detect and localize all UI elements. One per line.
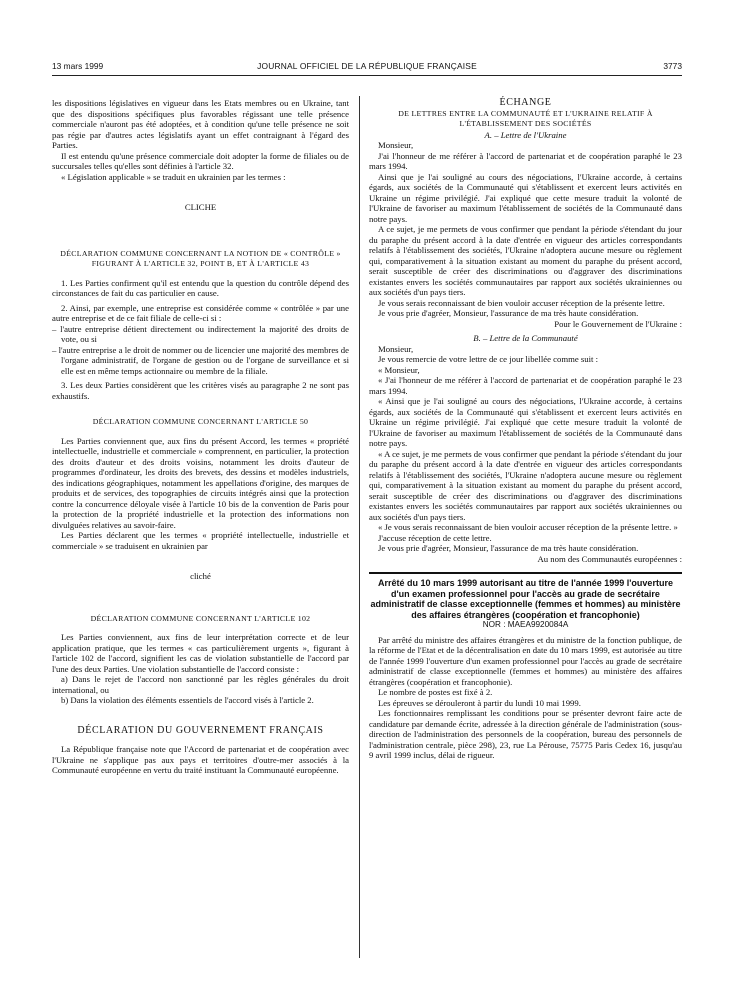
section-subtitle: DE LETTRES ENTRE LA COMMUNAUTÉ ET L'UKRAINE RELATIF À L'ÉTABLISSEMENT DES SOCIÉTÉS: [398, 108, 653, 128]
decree-block: [369, 572, 682, 761]
paragraph: Les Parties conviennent, aux fins de leur interprétation correcte et de leur application pratique, que les termes « cas particulièrement urgents », figurant à l'article 102 de l'accord, signifient les cas de violation substantielle de l'accord par l'une des deux Parties. Une violation substantielle de l'accord consiste :: [52, 632, 349, 674]
section-title: DÉCLARATION COMMUNE CONCERNANT L'ARTICLE 50: [92, 417, 309, 426]
salutation: Monsieur,: [378, 343, 414, 354]
journal-title: JOURNAL OFFICIEL DE LA RÉPUBLIQUE FRANÇAISE: [257, 61, 477, 71]
page-header: [52, 59, 682, 75]
paragraph: Les fonctionnaires remplissant les conditions pour se présenter devront faire acte de candidature par demande écrite, adressée à la direction générale de l'administration (sous-direction de l'administration des personnels de la coopération, bureau des personnels de l'administration centrale, pièce 298), 23, rue La Pérouse, 75775 Paris Cedex 16, jusqu'au 9 avril 1999 inclus, délai de rigueur.: [369, 708, 682, 761]
paragraph: Je vous serais reconnaissant de bien vouloir accuser réception de la présente lettre.: [378, 297, 665, 308]
paragraph: 2. Ainsi, par exemple, une entreprise est considérée comme « contrôlée » par une autre entreprise et de ce fait filiale de celle-ci si :: [52, 302, 349, 323]
paragraph: La République française note que l'Accord de partenariat et de coopération avec l'Ukraine ne s'applique pas aux pays et territoires d'outre-mer associés à la Communauté européenne en vertu du traité instituant la Communauté européenne.: [52, 744, 349, 775]
list-item: – l'autre entreprise a le droit de nommer ou de licencier une majorité des membres de l'organe administratif, de l'organe de gestion ou de l'organe de surveillance et si elle est en même temps actionnaire ou membre de la filiale.: [52, 344, 349, 376]
section-title: DÉCLARATION DU GOUVERNEMENT FRANÇAIS: [77, 724, 324, 736]
signature-line: Pour le Gouvernement de l'Ukraine :: [554, 318, 682, 329]
paragraph: « A ce sujet, je me permets de vous confirmer que pendant la période s'étendant du jour du paraphe du présent accord à la date d'entrée en vigueur des articles correspondants relatifs à l'établissement des sociétés, l'Ukraine n'adoptera aucune mesure ou règlement qui, comparativement à la situation existant au moment du paraphe du présent accord, serait susceptible de créer des discriminations ou d'aggraver des discriminations existantes envers les sociétés communautaires par rapport aux sociétés ukrainiennes ou aux sociétés d'un pays tiers.: [369, 448, 682, 522]
paragraph: Les Parties déclarent que les termes « propriété intellectuelle, industrielle et commerciale » se traduisent en ukrainien par: [52, 530, 349, 551]
paragraph: « Législation applicable » se traduit en ukrainien par les termes :: [61, 171, 286, 182]
header-rule: [52, 75, 682, 76]
paragraph: A ce sujet, je me permets de vous confirmer que pendant la période s'étendant du jour du paraphe du présent accord à la date d'entrée en vigueur des articles correspondants relatifs à l'établissement des sociétés, l'Ukraine n'adoptera aucune mesure ou règlement qui, comparativement à la situation existant au moment du paraphe du présent accord, serait susceptible de créer des discriminations ou d'aggraver des discriminations existantes envers les sociétés communautaires par rapport aux sociétés ukrainiennes ou aux sociétés d'un pays tiers.: [369, 224, 682, 297]
list-item: a) Dans le rejet de l'accord non sanctionné par les règles générales du droit international, ou: [52, 674, 349, 695]
section-title: DÉCLARATION COMMUNE CONCERNANT LA NOTION DE « CONTRÔLE » FIGURANT À L'ARTICLE 32, POINT B, ET À L'ARTICLE 43: [60, 248, 341, 268]
list-item: – l'autre entreprise détient directement ou indirectement la majorité des droits de vote, ou si: [52, 323, 349, 344]
signature-line: Au nom des Communautés européennes :: [537, 553, 682, 564]
paragraph: J'ai l'honneur de me référer à l'accord de partenariat et de coopération paraphé le 23 mars 1994.: [369, 150, 682, 171]
paragraph: Je vous prie d'agréer, Monsieur, l'assurance de ma très haute considération.: [378, 543, 639, 553]
paragraph: Les épreuves se dérouleront à partir du lundi 10 mai 1999.: [378, 697, 581, 708]
section-title: ÉCHANGE: [499, 97, 552, 108]
paragraph: « Je vous serais reconnaissant de bien vouloir accuser réception de la présente lettre. »: [378, 522, 678, 532]
paragraph: Ainsi que je l'ai souligné au cours des négociations, l'Ukraine accorde, à certains égards, aux sociétés de la Communauté qui s'établissent et exercent leurs activités en Ukraine un régime privilégié. J'ai expliqué que cette mesure traduit la volonté de l'Ukraine de favoriser au maximum l'établissement de sociétés de la Communauté dans notre pays.: [369, 171, 682, 224]
column-divider: [359, 96, 360, 958]
cliche-placeholder: cliché: [190, 571, 211, 581]
paragraph: Le nombre de postes est fixé à 2.: [378, 687, 493, 698]
paragraph: « Ainsi que je l'ai souligné au cours des négociations, l'Ukraine accorde, à certains égards, aux sociétés de la Communauté qui s'établissent et exercent leurs activités en Ukraine un régime privilégié. J'ai expliqué que cette mesure traduit la volonté de l'Ukraine de favoriser au maximum l'établissement de sociétés de la Communauté dans notre pays.: [369, 396, 682, 448]
paragraph: Par arrêté du ministre des affaires étrangères et du ministre de la fonction publique, de la réforme de l'Etat et de la décentralisation en date du 10 mars 1999, est autorisée au titre de l'année 1999 l'ouverture d'un examen professionnel pour l'accès au grade de secrétaire administratif de classe exceptionnelle (femmes et hommes) au ministère des affaires étrangères (coopération et francophonie).: [369, 634, 682, 687]
salutation: Monsieur,: [378, 140, 414, 150]
paragraph: 3. Les deux Parties considèrent que les critères visés au paragraphe 2 ne sont pas exhaustifs.: [52, 380, 349, 401]
header-date: 13 mars 1999: [52, 61, 104, 71]
letter-heading: B. – Lettre de la Communauté: [473, 333, 578, 343]
letter-heading: A. – Lettre de l'Ukraine: [484, 129, 567, 140]
paragraph: Je vous remercie de votre lettre de ce jour libellée comme suit :: [378, 354, 598, 364]
decree-title: Arrêté du 10 mars 1999 autorisant au titre de l'année 1999 l'ouverture d'un examen professionnel pour l'accès au grade de secrétaire administratif de classe exceptionnelle (femmes et hommes) au ministère des affaires étrangères (coopération et francophonie): [370, 578, 681, 620]
page-number: 3773: [663, 61, 682, 71]
section-title: DÉCLARATION COMMUNE CONCERNANT L'ARTICLE 102: [90, 613, 311, 623]
paragraph: « Monsieur,: [378, 364, 420, 375]
cliche-placeholder: CLICHE: [184, 202, 217, 212]
paragraph: Il est entendu qu'une présence commerciale doit adopter la forme de filiales ou de succursales telles qu'elles sont définies à l'article 32.: [52, 150, 349, 171]
nor-reference: NOR : MAEA9920084A: [482, 620, 569, 630]
paragraph: 1. Les Parties confirment qu'il est entendu que la question du contrôle dépend des circonstances de fait du cas particulier en cause.: [52, 277, 349, 298]
paragraph: les dispositions législatives en vigueur dans les Etats membres ou en Ukraine, tant que des dispositions spécifiques plus favorables régissant une telle présence commerciale n'auront pas été adoptées, et à condition qu'une telle présence ne soit pas régie par d'autres actes législatifs ayant un effet contraignant à l'égard des Parties.: [52, 98, 349, 150]
list-item: b) Dans la violation des éléments essentiels de l'accord visés à l'article 2.: [61, 695, 314, 705]
paragraph: « J'ai l'honneur de me référer à l'accord de partenariat et de coopération paraphé le 23 mars 1994.: [369, 375, 682, 396]
paragraph: J'accuse réception de cette lettre.: [378, 532, 492, 543]
paragraph: Les Parties conviennent que, aux fins du présent Accord, les termes « propriété intellectuelle, industrielle et commerciale » comprennent, en particulier, la protection des droits d'auteur et des droits voisins, notamment les droits d'auteur de programmes d'ordinateur, les droits des brevets, des dessins et modèles industriels, des indications géographiques, notamment les appellations d'origine, des marques de produits et de services, des topographies de circuits intégrés ainsi que la protection contre la concurrence déloyale visée à l'article 10 bis de la convention de Paris pour la protection de la propriété industrielle et la protection des informations non divulguées relatives au savoir-faire.: [52, 435, 349, 530]
right-column: [369, 98, 682, 761]
left-column: [52, 98, 349, 776]
paragraph: Je vous prie d'agréer, Monsieur, l'assurance de ma très haute considération.: [378, 308, 639, 318]
